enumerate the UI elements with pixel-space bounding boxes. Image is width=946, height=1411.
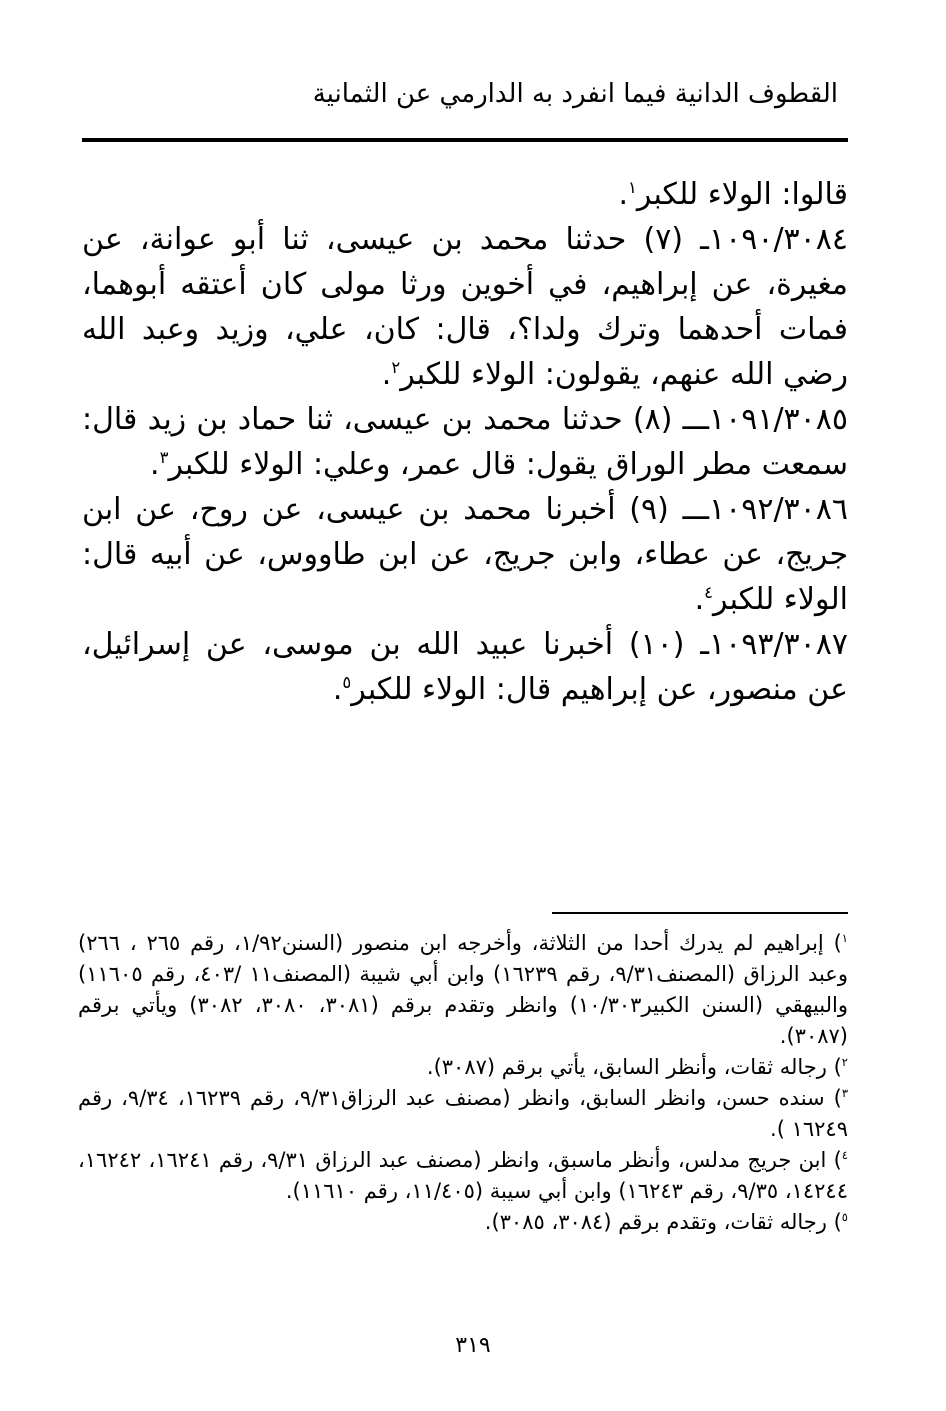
footnote: $^٥$) رجاله ثقات، وتقدم برقم (٣٠٨٤، ٣٠٨٥). — [484, 1210, 848, 1234]
footnote-separator — [552, 912, 848, 914]
page-number: ٣١٩ — [455, 1333, 491, 1358]
footnote: $^٤$) ابن جريج مدلس، وأنظر ماسبق، وانظر (مصنف عبد الرزاق ٩/٣١، رقم ١٦٢٤١، ١٦٢٤٢، ١٤٢٤٤، ٩/٣٥، رقم ١٦٢٤٣) وابن أبي سيبة (١١/٤٠٥، رقم ١١٦١٠). — [78, 1148, 848, 1203]
hadith-paragraph: ١٠٩٢/٣٠٨٦ـــ (٩) أخبرنا محمد بن عيسى، عن روح، عن ابن جريج، عن عطاء، وابن جريج، عن ابن طاووس، عن أبيه قال: الولاء للكبر$^٤$. — [82, 492, 849, 617]
hadith-paragraph: قالوا: الولاء للكبر$^١$. — [618, 177, 848, 212]
footnote-ref: ٢ — [391, 358, 401, 377]
main-text — [82, 172, 848, 712]
footnote-ref: ٣ — [159, 448, 169, 467]
footnote-ref: ٤ — [704, 583, 714, 602]
running-header: القطوف الدانية فيما انفرد به الدارمي عن الثمانية — [312, 79, 838, 109]
footnote-marker: ٣ — [841, 1086, 849, 1100]
footnote: $^٣$) سنده حسن، وانظر السابق، وانظر (مصنف عبد الرزاق٩/٣١، رقم ١٦٢٣٩، ٩/٣٤، رقم ١٦٢٤٩ ). — [78, 1086, 849, 1141]
hadith-paragraph: ١٠٩٠/٣٠٨٤ـ (٧) حدثنا محمد بن عيسى، ثنا أبو عوانة، عن مغيرة، عن إبراهيم، في أخوين ورثا مولى كان أعتقه أبوهما، فمات أحدهما وترك ولدا؟، قال: كان، علي، وزيد وعبد الله رضي الله عنهم، يقولون: الولاء للكبر$^٢$. — [82, 222, 848, 392]
footnote-marker: ٥ — [841, 1210, 848, 1224]
footnote: $^١$) إبراهيم لم يدرك أحدا من الثلاثة، وأخرجه ابن منصور (السنن١/٩٢، رقم ٢٦٥ ، ٢٦٦) وعبد الرزاق (المصنف٩/٣١، رقم ١٦٢٣٩) وابن أبي شيبة (المصنف١١ /٤٠٣، رقم ١١٦٠٥) والبيهقي (السنن الكبير١٠/٣٠٣) وانظر وتقدم برقم (٣٠٨١، ٣٠٨٠، ٣٠٨٢) ويأتي برقم (٣٠٨٧). — [78, 931, 848, 1048]
footnotes — [78, 928, 848, 1238]
hadith-paragraph: ١٠٩١/٣٠٨٥ـــ (٨) حدثنا محمد بن عيسى، ثنا حماد بن زيد قال: سمعت مطر الوراق يقول: قال عمر، وعلي: الولاء للكبر$^٣$. — [82, 402, 848, 482]
footnote-marker: ٢ — [841, 1055, 848, 1069]
footnote-ref: ٥ — [342, 673, 352, 692]
footnote-marker: ٤ — [841, 1148, 848, 1162]
footnote-marker: ١ — [841, 931, 848, 945]
footnote-ref: ١ — [628, 178, 637, 197]
hadith-paragraph: ١٠٩٣/٣٠٨٧ـ (١٠) أخبرنا عبيد الله بن موسى، عن إسرائيل، عن منصور، عن إبراهيم قال: الولاء للكبر$^٥$. — [82, 627, 849, 707]
footnote: $^٢$) رجاله ثقات، وأنظر السابق، يأتي برقم (٣٠٨٧). — [426, 1055, 848, 1079]
header-rule — [82, 138, 848, 142]
